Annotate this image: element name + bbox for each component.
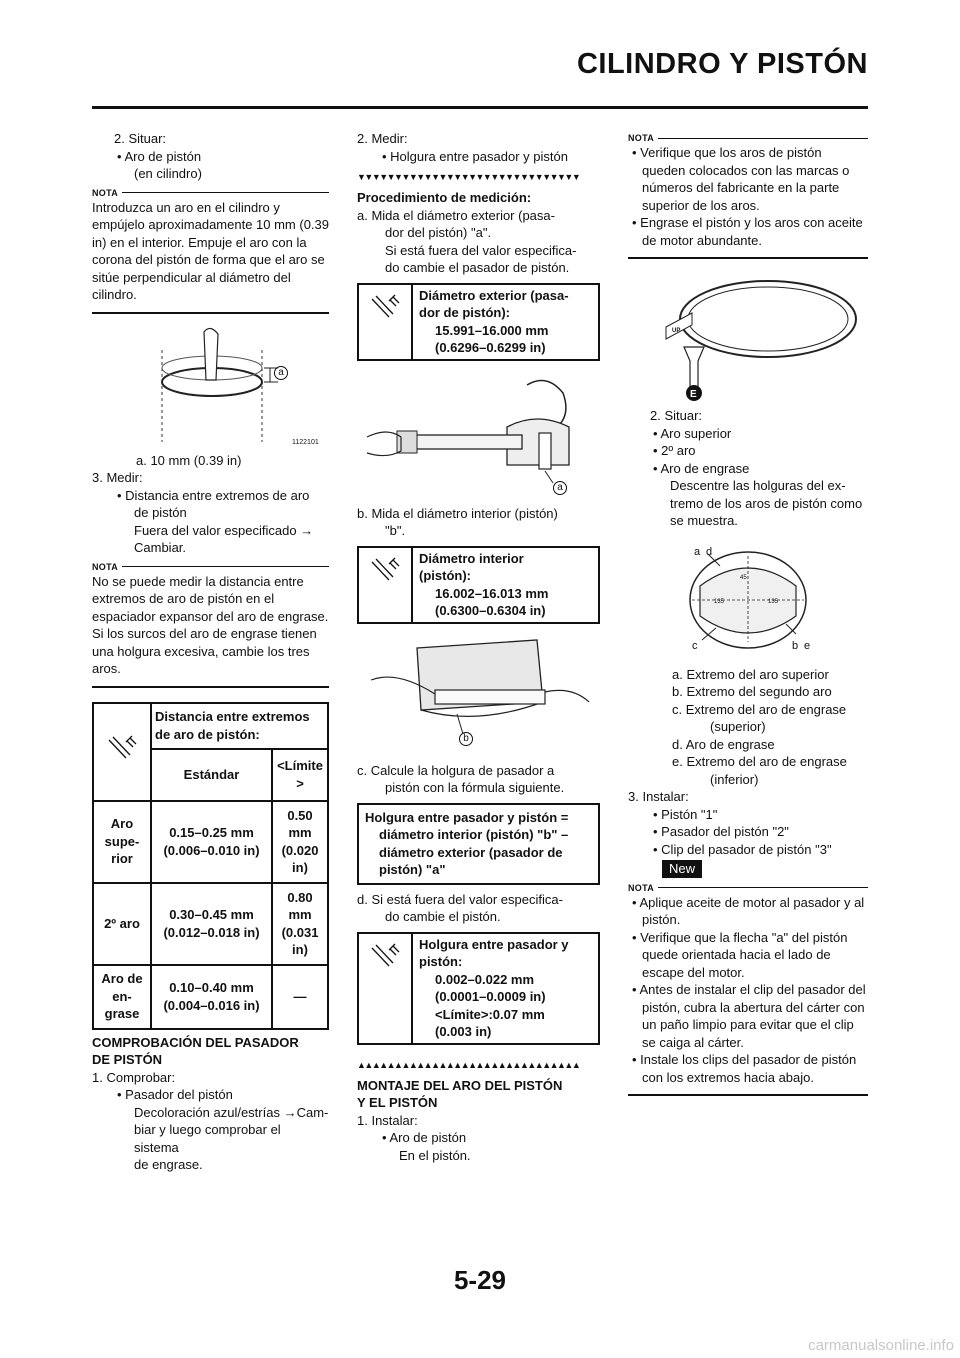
nota-bullet: • Instale los clips del pasador de pistón con los extremos hacia abajo. — [632, 1052, 857, 1085]
bullet-cont: En el pistón. — [399, 1147, 471, 1163]
spec-box — [357, 283, 600, 361]
nota-header — [628, 132, 868, 144]
bullet-item: • Aro superior — [653, 425, 732, 441]
nota-header — [628, 882, 868, 894]
bullet-cont: tremo de los aros de pistón como — [670, 495, 863, 511]
wrench-icon — [369, 293, 401, 323]
bullet-item: • Pasador del pistón "2" — [653, 824, 789, 839]
nota-end-rule — [628, 1094, 868, 1096]
table-row-name: Aro de en- grase — [93, 965, 151, 1029]
formula-line: pistón) "a" — [379, 862, 446, 877]
spec-box — [357, 546, 600, 624]
spec-value: (0.6296–0.6299 in) — [435, 340, 546, 355]
step-cont: Si está fuera del valor especifica- — [385, 242, 577, 258]
nota-header — [92, 187, 329, 199]
legend-cont: (inferior) — [710, 771, 759, 787]
figure-code: 1122101 — [292, 438, 319, 446]
bullet-item: • Aro de engrase — [653, 460, 750, 476]
table-header: Distancia entre extremos de aro de pistón: — [151, 703, 328, 749]
spec-value: 0.002–0.022 mm — [435, 971, 535, 987]
nota-end-rule — [92, 686, 329, 688]
step-letter: c. Calcule la holgura de pasador a — [357, 762, 555, 778]
bullet-item: • Clip del pasador de pistón "3" — [653, 841, 832, 857]
step-text: 2. Medir: — [357, 131, 408, 146]
section-title: Y EL PISTÓN — [357, 1095, 438, 1110]
procedure-title: Procedimiento de medición: — [357, 190, 532, 205]
nota-label: NOTA — [628, 882, 655, 893]
bullet-cont: Cambiar. — [134, 540, 187, 555]
nota-bullet: • Aplique aceite de motor al pasador y al pistón. — [632, 894, 865, 927]
bullet-cont: Decoloración azul/estrías →Cam- — [134, 1104, 329, 1120]
step-text: 3. Instalar: — [628, 789, 689, 804]
lubricate-icon: E — [690, 389, 697, 400]
triangle-divider-down: ▼▼▼▼▼▼▼▼▼▼▼▼▼▼▼▼▼▼▼▼▼▼▼▼▼▼▼▼▼▼ — [357, 172, 580, 182]
figure-ring-in-cylinder — [92, 324, 329, 452]
bullet-cont: Fuera del valor especificado → — [134, 522, 314, 538]
ring-gap-diagram — [628, 530, 868, 666]
nota-label: NOTA — [92, 561, 119, 572]
nota-header — [92, 561, 329, 573]
spec-label: (pistón): — [419, 568, 471, 583]
figure-piston-ring — [628, 269, 868, 407]
bullet-item: • Pistón "1" — [653, 806, 718, 822]
title-rule — [92, 106, 868, 109]
spec-value: (0.0001–0.0009 in) — [435, 989, 546, 1004]
figure-micrometer-pin — [357, 367, 600, 505]
step-text: 3. Medir: — [92, 470, 143, 485]
spec-value: (0.6300–0.6304 in) — [435, 603, 546, 618]
legend-item: a. Extremo del aro superior — [672, 666, 829, 682]
watermark[interactable]: carmanualsonline.info — [808, 1336, 954, 1354]
nota-end-rule — [92, 312, 329, 314]
figure-bore-gauge — [357, 630, 600, 762]
spec-label: Diámetro interior — [419, 550, 524, 566]
legend-item: b. Extremo del segundo aro — [672, 684, 832, 699]
diagram-angle: 135 — [714, 598, 725, 605]
step-cont: do cambie el pasador de pistón. — [385, 260, 570, 275]
bullet-cont: se muestra. — [670, 513, 738, 528]
bullet-cont: Descentre las holguras del ex- — [670, 478, 846, 493]
step-cont: pistón con la fórmula siguiente. — [385, 780, 565, 795]
bullet-item: • Holgura entre pasador y pistón — [382, 148, 568, 164]
bullet-cont: de pistón — [134, 505, 187, 520]
table-cell-std: 0.10–0.40 mm (0.004–0.016 in) — [151, 965, 272, 1029]
spec-label: pistón: — [419, 954, 463, 969]
step-letter: a. Mida el diámetro exterior (pasa- — [357, 207, 555, 223]
nota-end-rule — [628, 257, 868, 259]
step-text: 2. Situar: — [650, 408, 703, 423]
table-cell-std: 0.15–0.25 mm (0.006–0.010 in) — [151, 801, 272, 883]
spec-value: 16.002–16.013 mm — [435, 585, 549, 601]
wrench-icon — [369, 942, 401, 972]
bullet-item: • Aro de pistón — [382, 1130, 467, 1145]
step-text: 2. Situar: — [114, 131, 167, 146]
table-cell-limit: 0.50 mm (0.020 in) — [272, 801, 328, 883]
nota-bullet: • Verifique que la flecha "a" del pistón quede orientada hacia el lado de escape del motor. — [632, 929, 848, 980]
figure-label-b: b — [459, 732, 473, 746]
column-2 — [357, 130, 600, 1164]
formula-line: diámetro interior (pistón) "b" – — [379, 827, 569, 842]
step-cont: dor del pistón) "a". — [385, 225, 492, 240]
diagram-label-d: d — [706, 545, 713, 558]
spec-value: 15.991–16.000 mm — [435, 322, 549, 338]
step-letter: d. Si está fuera del valor especifica- — [357, 891, 563, 907]
formula-line: Holgura entre pasador y pistón = — [365, 809, 569, 825]
table-cell-std: 0.30–0.45 mm (0.012–0.018 in) — [151, 883, 272, 965]
formula-box — [357, 803, 600, 885]
spec-label: Diámetro exterior (pasa- — [419, 287, 569, 303]
wrench-cell — [93, 703, 151, 801]
bullet-item: • Pasador del pistón — [117, 1087, 233, 1102]
table-row-name: Aro supe- rior — [93, 801, 151, 883]
column-3 — [628, 132, 868, 1106]
bullet-cont: biar y luego comprobar el sistema — [134, 1122, 281, 1155]
figure-ring-gap-diagram — [628, 530, 868, 666]
diagram-label-b: b — [792, 639, 799, 652]
nota-text: No se puede medir la distancia entre extremos de aro de pistón en el espaciador expansor del aro de engrase. Si los surcos del aro de engrase tienen una holgura excesiva, cambie los tres aros. — [92, 573, 329, 676]
nota-text: Introduzca un aro en el cilindro y empújelo aproximadamente 10 mm (0.39 in) en el interior. Empuje el aro con la corona del pistón de forma que el aro se sitúe perpendicular al diámetro del cilindro. — [92, 199, 330, 302]
col-header-standard: Estándar — [151, 749, 272, 801]
bore-gauge-illustration — [357, 630, 600, 762]
section-title: MONTAJE DEL ARO DEL PISTÓN — [357, 1077, 563, 1093]
new-badge: New — [662, 860, 702, 878]
spec-value: (0.003 in) — [435, 1024, 492, 1039]
legend-cont: (superior) — [710, 719, 766, 734]
page-number: 5-29 — [453, 1265, 507, 1295]
section-title: DE PISTÓN — [92, 1052, 163, 1067]
step-letter: b. Mida el diámetro interior (pistón) — [357, 505, 558, 521]
col-header-limit: <Límite > — [272, 749, 328, 801]
figure-label-a: a — [274, 366, 288, 380]
spec-value: <Límite>:0.07 mm — [435, 1006, 545, 1022]
diagram-angle: 45 — [740, 574, 747, 581]
wrench-icon — [106, 734, 138, 764]
spec-label: dor de pistón): — [419, 305, 510, 320]
bullet-item: • Aro de pistón — [117, 148, 202, 164]
bullet-item: • Distancia entre extremos de aro — [117, 487, 310, 503]
step-cont: "b". — [385, 523, 406, 538]
legend-item: c. Extremo del aro de engrase — [672, 701, 847, 717]
table-cell-limit: 0.80 mm (0.031 in) — [272, 883, 328, 965]
nota-label: NOTA — [92, 187, 119, 198]
section-title: COMPROBACIÓN DEL PASADOR — [92, 1034, 299, 1050]
cylinder-illustration — [92, 324, 329, 452]
diagram-label-c: c — [692, 639, 698, 652]
diagram-label-a: a — [694, 545, 701, 558]
figure-caption: a. 10 mm (0.39 in) — [136, 452, 242, 468]
up-mark: UP — [672, 328, 681, 334]
spec-box — [357, 932, 600, 1045]
wrench-icon — [369, 556, 401, 586]
table-cell-limit: — — [272, 965, 328, 1029]
nota-label: NOTA — [628, 133, 655, 143]
ring-gap-table — [92, 702, 329, 1030]
legend-item: e. Extremo del aro de engrase — [672, 754, 847, 769]
column-1 — [92, 130, 329, 1174]
diagram-angle: 135 — [768, 598, 779, 605]
legend-item: d. Aro de engrase — [672, 736, 775, 752]
table-row-name: 2º aro — [93, 883, 151, 965]
spec-label: Holgura entre pasador y — [419, 936, 569, 952]
step-cont: do cambie el pistón. — [385, 909, 501, 924]
formula-line: diámetro exterior (pasador de — [379, 844, 563, 860]
diagram-label-e: e — [804, 639, 811, 652]
piston-ring-illustration — [628, 269, 868, 407]
nota-bullet: • Antes de instalar el clip del pasador del pistón, cubra la abertura del cárter con un paño limpio para evitar que el clip se caiga al cárter. — [632, 982, 866, 1050]
page-title: CILINDRO Y PISTÓN — [576, 48, 868, 80]
bullet-cont: de engrase. — [134, 1157, 203, 1172]
bullet-cont: (en cilindro) — [134, 166, 202, 181]
nota-bullet: • Verifique que los aros de pistón queden colocados con las marcas o números del fabricante en la parte superior de los aros. — [632, 145, 850, 213]
step-text: 1. Comprobar: — [92, 1069, 176, 1085]
figure-label-a: a — [553, 481, 567, 495]
step-text: 1. Instalar: — [357, 1112, 418, 1128]
bullet-item: • 2º aro — [653, 443, 696, 458]
nota-bullet: • Engrase el pistón y los aros con aceite de motor abundante. — [632, 215, 863, 248]
triangle-divider-up: ▲▲▲▲▲▲▲▲▲▲▲▲▲▲▲▲▲▲▲▲▲▲▲▲▲▲▲▲▲▲ — [357, 1059, 580, 1070]
